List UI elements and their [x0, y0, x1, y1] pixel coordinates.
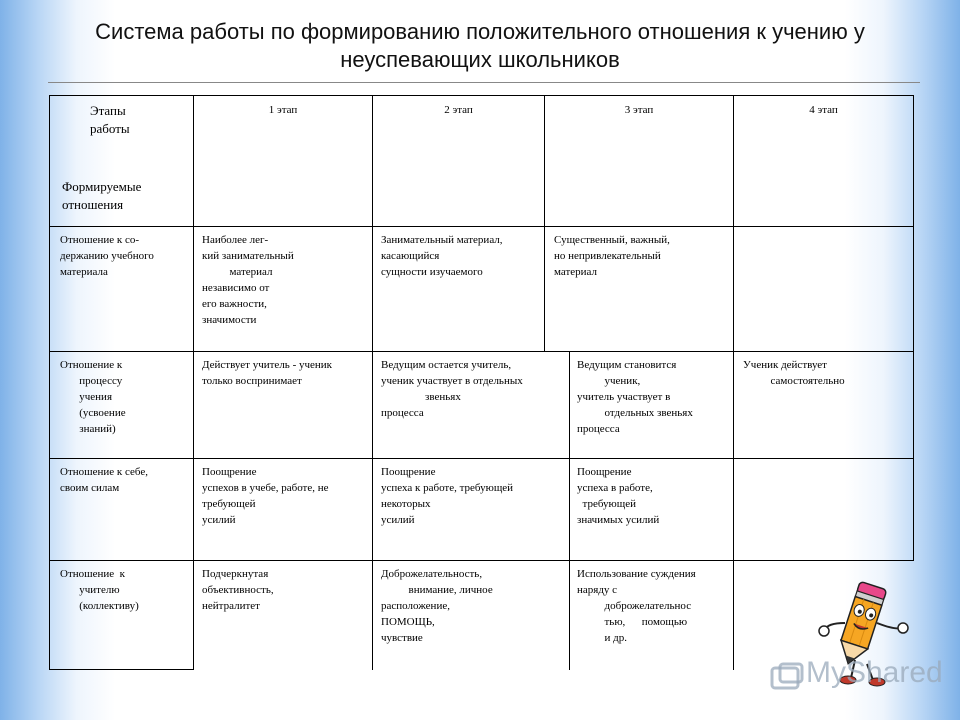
row-4-stage-2: Доброжелательность, внимание, личное расположение, ПОМОЩЬ, чувствие [381, 568, 493, 644]
slide-title: Система работы по формированию положительного отношения к учению у неуспевающих школьников [95, 19, 865, 72]
header-stages-label: Этапы работы [90, 103, 130, 136]
table-line [544, 95, 545, 351]
row-1-stage-2: Занимательный материал, касающийся сущности изучаемого [381, 234, 503, 278]
row-2-label: Отношение к процессу учения (усвоение знаний) [60, 359, 126, 435]
row-2-stage-2: Ведущим остается учитель, ученик участвует в отдельных звеньях процесса [381, 359, 523, 419]
row-1-label: Отношение к со- держанию учебного материала [60, 234, 154, 278]
watermark-logo-icon [770, 662, 804, 694]
table-line [372, 95, 373, 670]
table-line [733, 95, 734, 670]
row-2-stage-1: Действует учитель - ученик только воспринимает [202, 359, 333, 387]
table-line [193, 95, 194, 670]
header-stage-3: 3 этап [624, 104, 654, 116]
row-3-stage-1: Поощрение успехов в учебе, работе, не требующей усилий [202, 466, 329, 526]
header-stage-4: 4 этап [809, 104, 838, 116]
table-line [49, 95, 914, 96]
row-3-stage-3: Поощрение успеха в работе, требующей значимых усилий [577, 466, 660, 526]
header-relations-text: Формируемые отношения [62, 179, 142, 212]
row-3-label: Отношение к себе, своим силам [60, 466, 148, 494]
title-divider [48, 82, 920, 83]
row-3-stage-2: Поощрение успеха к работе, требующей некоторых усилий [381, 466, 514, 526]
header-stage-2: 2 этап [444, 104, 473, 116]
row-4-label: Отношение к учителю (коллективу) [60, 568, 139, 612]
header-relations-label [62, 160, 190, 214]
table-line [569, 351, 570, 670]
watermark-text: MyShared [806, 656, 943, 689]
table-line [49, 351, 914, 352]
table-line [49, 560, 914, 561]
row-4-stage-1: Подчеркнутая объективность, нейтралитет [202, 568, 274, 612]
row-1-stage-1: Наиболее лег- кий занимательный материал независимо от его важности, значимости [202, 234, 294, 326]
row-2-stage-3: Ведущим становится ученик, учитель участвует в отдельных звеньях процесса [577, 359, 693, 435]
table-line [913, 95, 914, 561]
row-2-stage-4: Ученик действует самостоятельно [743, 359, 845, 387]
table-line [49, 95, 50, 670]
row-1-stage-3: Существенный, важный, но непривлекательный материал [554, 234, 670, 278]
table-line [49, 458, 914, 459]
table-line [49, 226, 914, 227]
header-stage-1: 1 этап [268, 104, 298, 116]
table-line [49, 669, 194, 670]
row-4-stage-3: Использование суждения наряду с доброжелательнос тью, помощью и др. [577, 568, 696, 644]
